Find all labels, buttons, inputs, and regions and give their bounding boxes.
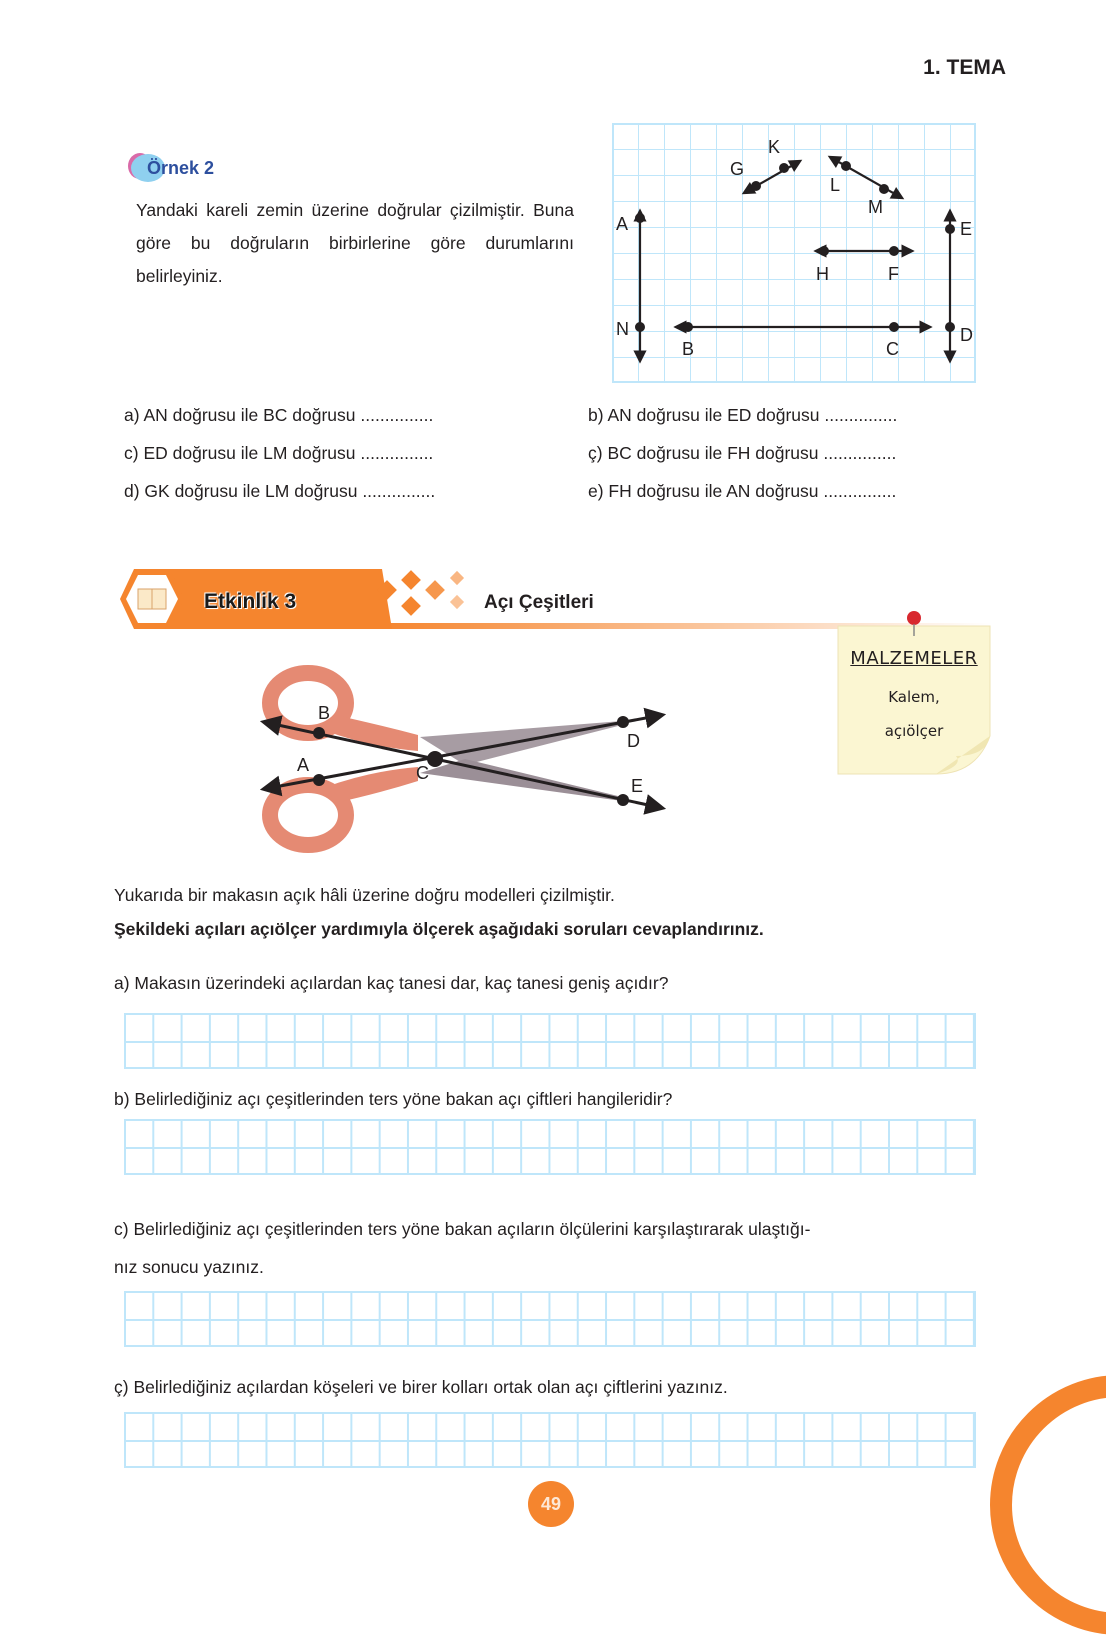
activity-question-b: b) Belirlediğiniz açı çeşitlerinden ters yöne bakan açı çiftleri hangileridir? bbox=[114, 1089, 673, 1109]
page-number: 49 bbox=[528, 1481, 574, 1527]
svg-text:C: C bbox=[886, 339, 899, 359]
materials-item-protractor: açıölçer bbox=[884, 722, 944, 740]
activity-question-c-line1: c) Belirlediğiniz açı çeşitlerinden ters yöne bakan açıların ölçülerini karşılaştırarak ulaştığı- bbox=[114, 1219, 811, 1239]
svg-text:A: A bbox=[616, 214, 629, 234]
example-question-a: a) AN doğrusu ile BC doğrusu ............... bbox=[124, 405, 434, 425]
answer-grid-b[interactable] bbox=[124, 1119, 976, 1175]
activity-label: Etkinlik 3 bbox=[204, 590, 297, 613]
svg-text:D: D bbox=[960, 325, 973, 345]
svg-text:E: E bbox=[631, 776, 644, 796]
activity-question-c-line2: nız sonucu yazınız. bbox=[114, 1257, 264, 1277]
activity-question-a: a) Makasın üzerindeki açılardan kaç tanesi dar, kaç tanesi geniş açıdır? bbox=[114, 973, 669, 993]
scissors-figure bbox=[250, 655, 680, 865]
example-question-d: d) GK doğrusu ile LM doğrusu ............... bbox=[124, 481, 436, 501]
example-title: Örnek 2 bbox=[147, 158, 215, 178]
activity-question-cc: ç) Belirlediğiniz açılardan köşeleri ve birer kolları ortak olan açı çiftlerini yazınız. bbox=[114, 1377, 728, 1397]
svg-text:E: E bbox=[960, 219, 973, 239]
materials-item-pen: Kalem, bbox=[888, 688, 940, 706]
activity-title: Açı Çeşitleri bbox=[484, 592, 594, 613]
activity-intro: Yukarıda bir makasın açık hâli üzerine doğru modelleri çizilmiştir. bbox=[114, 885, 615, 905]
svg-text:D: D bbox=[627, 731, 640, 751]
answer-grid-a[interactable] bbox=[124, 1013, 976, 1069]
example-question-c: c) ED doğrusu ile LM doğrusu ............... bbox=[124, 443, 434, 463]
svg-text:N: N bbox=[616, 319, 629, 339]
activity-instruction: Şekildeki açıları açıölçer yardımıyla ölçerek aşağıdaki soruları cevaplandırınız. bbox=[114, 919, 764, 939]
lines-grid-figure bbox=[612, 123, 976, 383]
svg-text:A: A bbox=[297, 755, 310, 775]
svg-text:L: L bbox=[830, 175, 841, 195]
svg-text:K: K bbox=[768, 137, 781, 157]
theme-label: 1. TEMA bbox=[923, 56, 1006, 79]
example-text: Yandaki kareli zemin üzerine doğrular çizilmiştir. Buna göre bu doğruların birbirlerine göre durumlarını belirleyiniz. bbox=[136, 200, 574, 286]
answer-grid-c[interactable] bbox=[124, 1291, 976, 1347]
svg-text:B: B bbox=[682, 339, 695, 359]
materials-title: MALZEMELER bbox=[850, 648, 978, 669]
svg-text:G: G bbox=[730, 159, 745, 179]
example-question-cc: ç) BC doğrusu ile FH doğrusu ............... bbox=[588, 443, 897, 463]
example-question-b: b) AN doğrusu ile ED doğrusu ............... bbox=[588, 405, 898, 425]
svg-text:M: M bbox=[868, 197, 883, 217]
answer-grid-cc[interactable] bbox=[124, 1412, 976, 1468]
svg-text:B: B bbox=[318, 703, 331, 723]
decorative-corner-arc bbox=[990, 1375, 1106, 1635]
svg-text:H: H bbox=[816, 264, 829, 284]
example-question-e: e) FH doğrusu ile AN doğrusu ............... bbox=[588, 481, 897, 501]
svg-text:C: C bbox=[416, 763, 429, 783]
svg-text:F: F bbox=[888, 264, 899, 284]
